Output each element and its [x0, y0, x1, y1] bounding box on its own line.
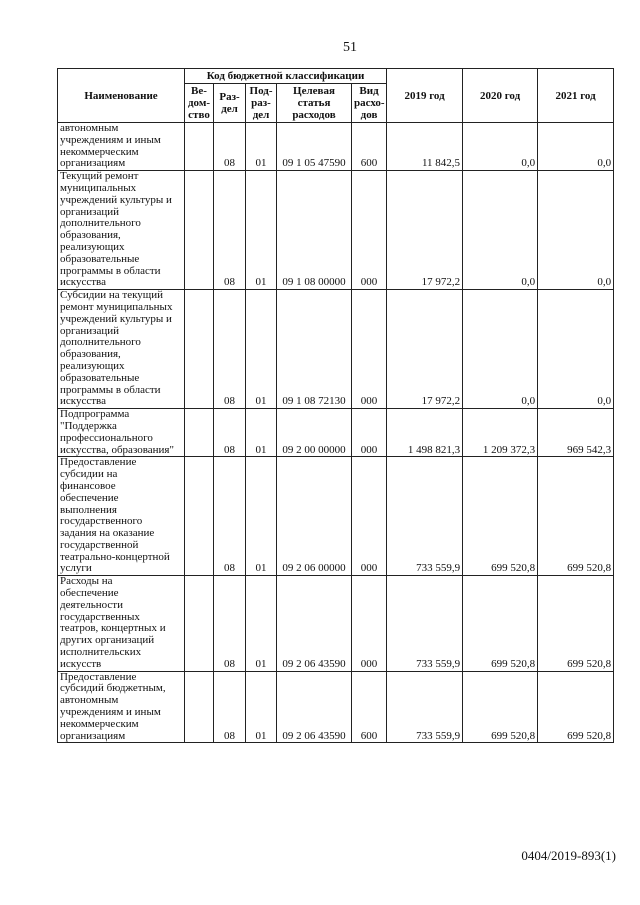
- cell-2020: 699 520,8: [463, 457, 538, 576]
- header-classification-group: Код бюджетной классификации: [185, 69, 387, 84]
- header-2020: 2020 год: [463, 69, 538, 123]
- cell-target-article: 09 2 06 00000: [277, 457, 352, 576]
- cell-2019: 17 972,2: [387, 290, 463, 409]
- table-row: [58, 409, 614, 457]
- cell-2021: 0,0: [538, 290, 614, 409]
- cell-target-article: 09 2 06 43590: [277, 576, 352, 671]
- cell-2021: 0,0: [538, 123, 614, 171]
- budget-table: [57, 68, 614, 743]
- cell-vedomstvo: [185, 123, 214, 171]
- cell-razdel: 08: [214, 171, 246, 290]
- cell-podrazdel: 01: [246, 457, 277, 576]
- table-row: [58, 671, 614, 743]
- cell-vedomstvo: [185, 171, 214, 290]
- cell-vedomstvo: [185, 290, 214, 409]
- cell-2021: 699 520,8: [538, 671, 614, 743]
- cell-target-article: 09 1 05 47590: [277, 123, 352, 171]
- cell-2020: 0,0: [463, 290, 538, 409]
- cell-podrazdel: 01: [246, 123, 277, 171]
- cell-name: Текущий ремонт муниципальных учреждений культуры и организаций дополнительного образования, реализующих образовательные программы в области искусства: [58, 171, 185, 290]
- cell-2019: 17 972,2: [387, 171, 463, 290]
- cell-2019: 733 559,9: [387, 671, 463, 743]
- cell-expense-type: 000: [352, 290, 387, 409]
- cell-expense-type: 000: [352, 457, 387, 576]
- document-code: 0404/2019-893(1): [521, 848, 616, 863]
- header-2019: 2019 год: [387, 69, 463, 123]
- cell-vedomstvo: [185, 409, 214, 457]
- table-body: [58, 123, 614, 743]
- cell-2020: 1 209 372,3: [463, 409, 538, 457]
- cell-razdel: 08: [214, 576, 246, 671]
- table-row: [58, 123, 614, 171]
- cell-podrazdel: 01: [246, 409, 277, 457]
- cell-expense-type: 600: [352, 671, 387, 743]
- cell-2020: 699 520,8: [463, 576, 538, 671]
- cell-name: Подпрограмма "Поддержка профессионального искусства, образования": [58, 409, 185, 457]
- cell-2021: 699 520,8: [538, 457, 614, 576]
- cell-2019: 11 842,5: [387, 123, 463, 171]
- cell-expense-type: 600: [352, 123, 387, 171]
- cell-2020: 699 520,8: [463, 671, 538, 743]
- cell-razdel: 08: [214, 290, 246, 409]
- cell-2021: 0,0: [538, 171, 614, 290]
- cell-razdel: 08: [214, 123, 246, 171]
- cell-razdel: 08: [214, 409, 246, 457]
- cell-expense-type: 000: [352, 409, 387, 457]
- table-row: [58, 576, 614, 671]
- page-number: 51: [343, 40, 357, 55]
- cell-expense-type: 000: [352, 171, 387, 290]
- cell-name: Предоставление субсидии на финансовое обеспечение выполнения государственного задания на оказание государственной театрально-концертной услуги: [58, 457, 185, 576]
- cell-target-article: 09 1 08 72130: [277, 290, 352, 409]
- cell-razdel: 08: [214, 457, 246, 576]
- cell-2019: 1 498 821,3: [387, 409, 463, 457]
- cell-name: автономным учреждениям и иным некоммерческим организациям: [58, 123, 185, 171]
- cell-2020: 0,0: [463, 123, 538, 171]
- cell-2019: 733 559,9: [387, 576, 463, 671]
- cell-target-article: 09 2 06 43590: [277, 671, 352, 743]
- table-row: [58, 171, 614, 290]
- header-target-article: Целевая статья расходов: [277, 84, 352, 123]
- cell-target-article: 09 1 08 00000: [277, 171, 352, 290]
- cell-2021: 969 542,3: [538, 409, 614, 457]
- cell-2020: 0,0: [463, 171, 538, 290]
- cell-vedomstvo: [185, 671, 214, 743]
- cell-2021: 699 520,8: [538, 576, 614, 671]
- cell-2019: 733 559,9: [387, 457, 463, 576]
- table-row: [58, 457, 614, 576]
- cell-podrazdel: 01: [246, 290, 277, 409]
- cell-vedomstvo: [185, 576, 214, 671]
- header-vedomstvo: Ве- дом- ство: [185, 84, 214, 123]
- cell-podrazdel: 01: [246, 171, 277, 290]
- cell-expense-type: 000: [352, 576, 387, 671]
- header-expense-type: Вид расхо- дов: [352, 84, 387, 123]
- header-podrazdel: Под- раз- дел: [246, 84, 277, 123]
- cell-podrazdel: 01: [246, 671, 277, 743]
- header-2021: 2021 год: [538, 69, 614, 123]
- header-razdel: Раз- дел: [214, 84, 246, 123]
- cell-name: Предоставление субсидий бюджетным, автономным учреждениям и иным некоммерческим организациям: [58, 671, 185, 743]
- cell-razdel: 08: [214, 671, 246, 743]
- cell-vedomstvo: [185, 457, 214, 576]
- cell-name: Субсидии на текущий ремонт муниципальных учреждений культуры и организаций дополнительного образования, реализующих образовательные программы в области искусства: [58, 290, 185, 409]
- table-row: [58, 290, 614, 409]
- cell-target-article: 09 2 00 00000: [277, 409, 352, 457]
- cell-podrazdel: 01: [246, 576, 277, 671]
- header-name: Наименование: [58, 69, 185, 123]
- cell-name: Расходы на обеспечение деятельности государственных театров, концертных и других организаций исполнительских искусств: [58, 576, 185, 671]
